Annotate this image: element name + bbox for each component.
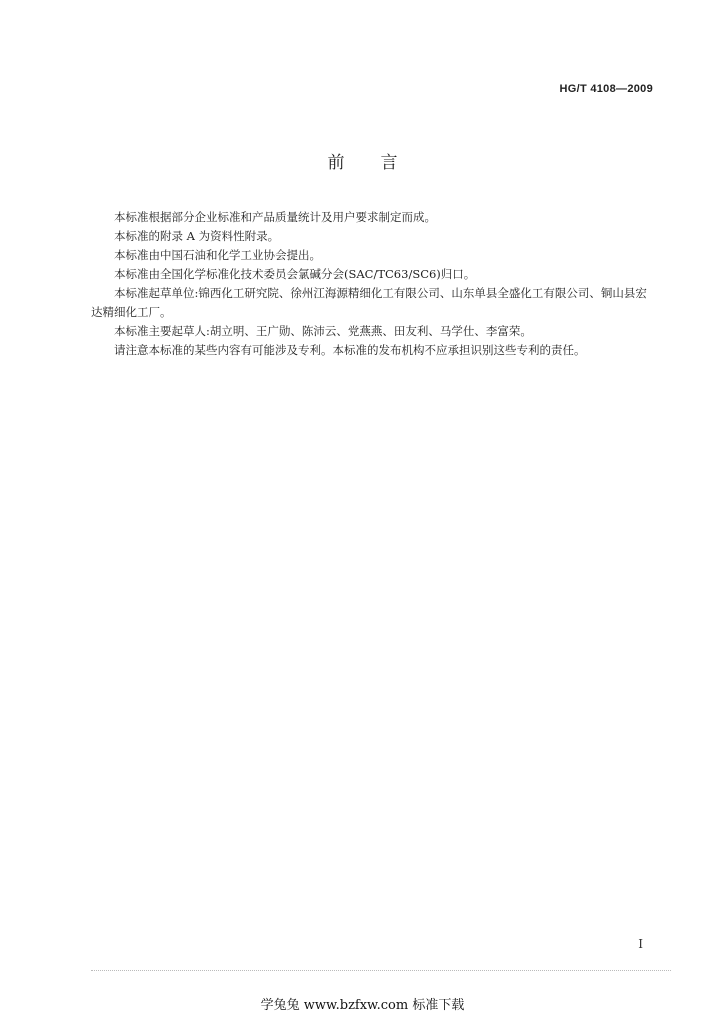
paragraph: 本标准由全国化学标准化技术委员会氯碱分会(SAC/TC63/SC6)归口。 [114,267,476,281]
paragraph: 本标准起草单位:锦西化工研究院、徐州江海源精细化工有限公司、山东单县全盛化工有限公司、铜山县宏达精细化工厂。 [91,286,647,319]
paragraph: 本标准的附录 A 为资料性附录。 [114,229,280,243]
page-title: 前言 [327,153,434,173]
footer-watermark: 学兔兔 www.bzfxw.com 标准下载 [260,998,465,1013]
paragraph: 本标准由中国石油和化学工业协会提出。 [114,248,321,262]
foreword-body [91,208,653,360]
paragraph: 请注意本标准的某些内容有可能涉及专利。本标准的发布机构不应承担识别这些专利的责任。 [114,343,586,357]
standard-code: HG/T 4108—2009 [559,83,653,95]
paragraph: 本标准根据部分企业标准和产品质量统计及用户要求制定而成。 [114,210,436,224]
page-number: I [638,937,643,951]
footer-divider [91,970,671,971]
paragraph: 本标准主要起草人:胡立明、王广勋、陈沛云、党燕燕、田友利、马学仕、李富荣。 [114,324,532,338]
